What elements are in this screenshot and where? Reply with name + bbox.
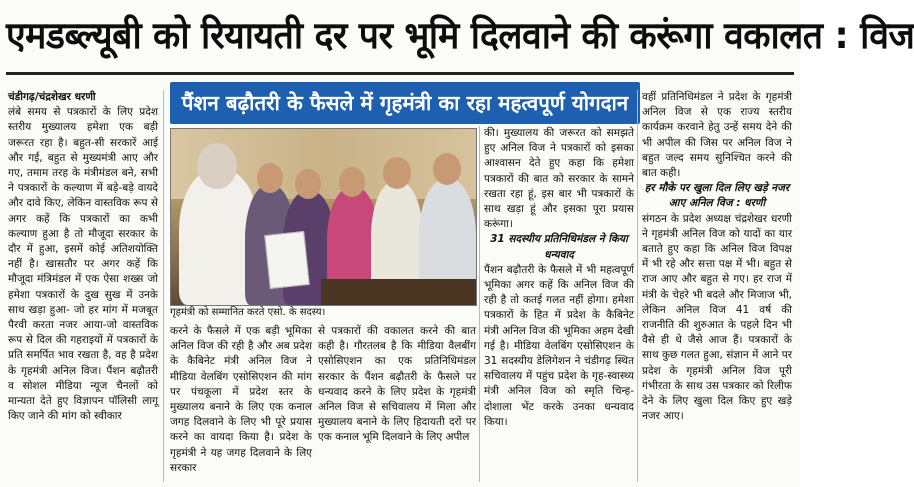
photo-person-head — [383, 157, 411, 189]
column-4 — [484, 126, 634, 482]
column-divider — [637, 90, 638, 482]
photo-person-head — [433, 153, 461, 185]
photo-person-head — [197, 143, 237, 189]
column-5-text-2: संगठन के प्रदेश अध्यक्ष चंद्रशेखर धरणी ने गृहमंत्री अनिल विज को यादों का यार बताते हुए कहा कि अनिल विज विपक्ष में भी रहे और सत्ता पक्ष में भी। बहुत से राज आए और बहुत से गए। हर राज में मंत्री के चेहरे भी बदले और मिजाज भी, लेकिन अनिल विज 41 वर्ष की राजनीति की शुरुआत के पहले दिन भी वैसे ही थे जैसे आज हैं। पत्रकारों के साथ कुछ गलत हुआ, संज्ञान में आने पर प्रदेश के गृहमंत्री अनिल विज पूरी गंभीरता के साथ उस पत्रकार को रिलीफ देने के लिए खुला दिल किए हुए खड़े नजर आए। — [642, 212, 792, 423]
column-1-text: लंबे समय से पत्रकारों के लिए प्रदेश स्तरीय मुख्यालय हमेशा एक बड़ी जरूरत रहा है। बहुत-सी सरकारें आई और गई, बहुत से मुख्यमंत्री आए और गए, तमाम तरह के मंत्रीमंडल बने, सभी ने पत्रकारों के कल्याण में बड़े-बड़े वायदे और दावे किए, लेकिन वास्तविक रूप से अगर कहें कि पत्रकारों का कभी कल्याण हुआ है तो मौजूदा सरकार के दौर में हुआ, इसमें कोई अतिशयोक्ति नहीं है। खासतौर पर अगर कहें कि मौजूदा मंत्रिमंडल में एक ऐसा शख्स जो हमेशा पत्रकारों के दुख सुख में उनके साथ खड़ा हुआ- जो हर मांग में मजबूत पैरवी करता नजर आया-जो वास्तविक रूप से दिल की गहराइयों में पत्रकारों के प्रति समर्पित भाव रखता है, वह है प्रदेश के गृहमंत्री अनिल विज। पैंशन बढ़ौतरी व सोशल मीडिया न्यूज चैनलों को मान्यता देते हुए विज्ञापन पॉलिसी लागू किए जाने की मांग को स्वीकार — [8, 106, 158, 423]
subheadline-banner: पैंशन बढ़ौतरी के फैसले में गृहमंत्री का रहा महत्वपूर्ण योगदान — [170, 82, 640, 124]
column-divider — [163, 90, 164, 482]
column-divider — [479, 126, 480, 482]
column-5 — [642, 90, 792, 480]
column-4-text: की। मुख्यालय की जरूरत को समझते हुए अनिल विज ने पत्रकारों को इसका आश्वासन देते हुए कहा कि हमेशा पत्रकारों की बात को सरकार के सामने रखता रहा हूं, इस बार भी पत्रकारों के साथ खड़ा हूं और इसका पूरा प्रयास करूंगा। — [484, 127, 634, 231]
column-4-text-2: पैंशन बढ़ौतरी के फैसले में भी महत्वपूर्ण भूमिका अगर कहें कि अनिल विज की रही है तो कतई गलत नहीं होगा। हमेशा पत्रकारों के हित में प्रदेश के कैबिनेट मंत्री अनिल विज की भूमिका अहम देखी गई है। मीडिया वेलबिंग एसोसिएशन के 31 सदस्यीय डेलिगेशन ने चंडीगढ़ स्थित सचिवालय में पहुंच प्रदेश के गृह-स्वास्थ्य मंत्री अनिल विज को स्मृति चिन्ह- दोशाला भेंट करके उनका धन्यवाद किया। — [484, 263, 634, 428]
photo-person-head — [339, 167, 365, 197]
news-photo — [170, 128, 477, 306]
column-2-text: करने के फैसले में एक बड़ी भूमिका अनिल विज की रही है और अब प्रदेश के कैबिनेट मंत्री अनिल विज ने मीडिया वेलबिंग एसोसिएशन की मांग पर पंचकूला में प्रदेश स्तर के मुख्यालय बनाने के लिए एक कनाल जगह दिलवाने के लिए भी पूरे प्रयास करने का वायदा किया है। प्रदेश के गृहमंत्री ने यह जगह दिलवाने के लिए सरकार — [170, 325, 312, 474]
column-5-subhead: हर मौके पर खुला दिल लिए खड़े नजर आए अनिल विज : धरणी — [644, 182, 790, 210]
headline: एमडब्ल्यूबी को रियायती दर पर भूमि दिलवाने की करूंगा वकालत : विज — [6, 14, 914, 57]
photo-person-head — [257, 163, 283, 193]
photo-person-head — [295, 169, 321, 199]
column-5-text: वहीं प्रतिनिधिमंडल ने प्रदेश के गृहमंत्री अनिल विज से एक राज्य स्तरीय कार्यक्रम करवाने हेतु उन्हें समय देने की भी अपील की जिस पर अनिल विज ने बहुत जल्द समय सुनिश्चित करने की बात कही। — [642, 91, 792, 180]
column-4-subhead: 31 सदस्यीय प्रतिनिधिमंडल ने किया धन्यवाद — [490, 233, 628, 261]
headline-rule — [6, 72, 794, 75]
column-1 — [8, 90, 158, 480]
photo-caption: गृहमंत्री को सम्मानित करते एसो. के सदस्य। — [170, 307, 326, 318]
byline: चंडीगढ़/चंद्रशेखर धरणी — [8, 91, 96, 103]
column-3-text: से पत्रकारों की वकालत करने की बात कही है। गौरतलब है कि मीडिया वैलबींग एसोसिएशन का एक प्रतिनिधिमंडल सरकार के पैंशन बढ़ौतरी के फैसले पर धन्यवाद करने के लिए प्रदेश के गृहमंत्री अनिल विज से सचिवालय में मिला और मुख्यालय बनाने के लिए हिदायती दरों पर एक कनाल भूमि दिलवाने के लिए अपील — [318, 325, 476, 444]
column-2 — [170, 324, 312, 482]
column-3 — [318, 324, 476, 482]
photo-desk — [321, 279, 476, 305]
memorandum-paper — [264, 231, 309, 289]
